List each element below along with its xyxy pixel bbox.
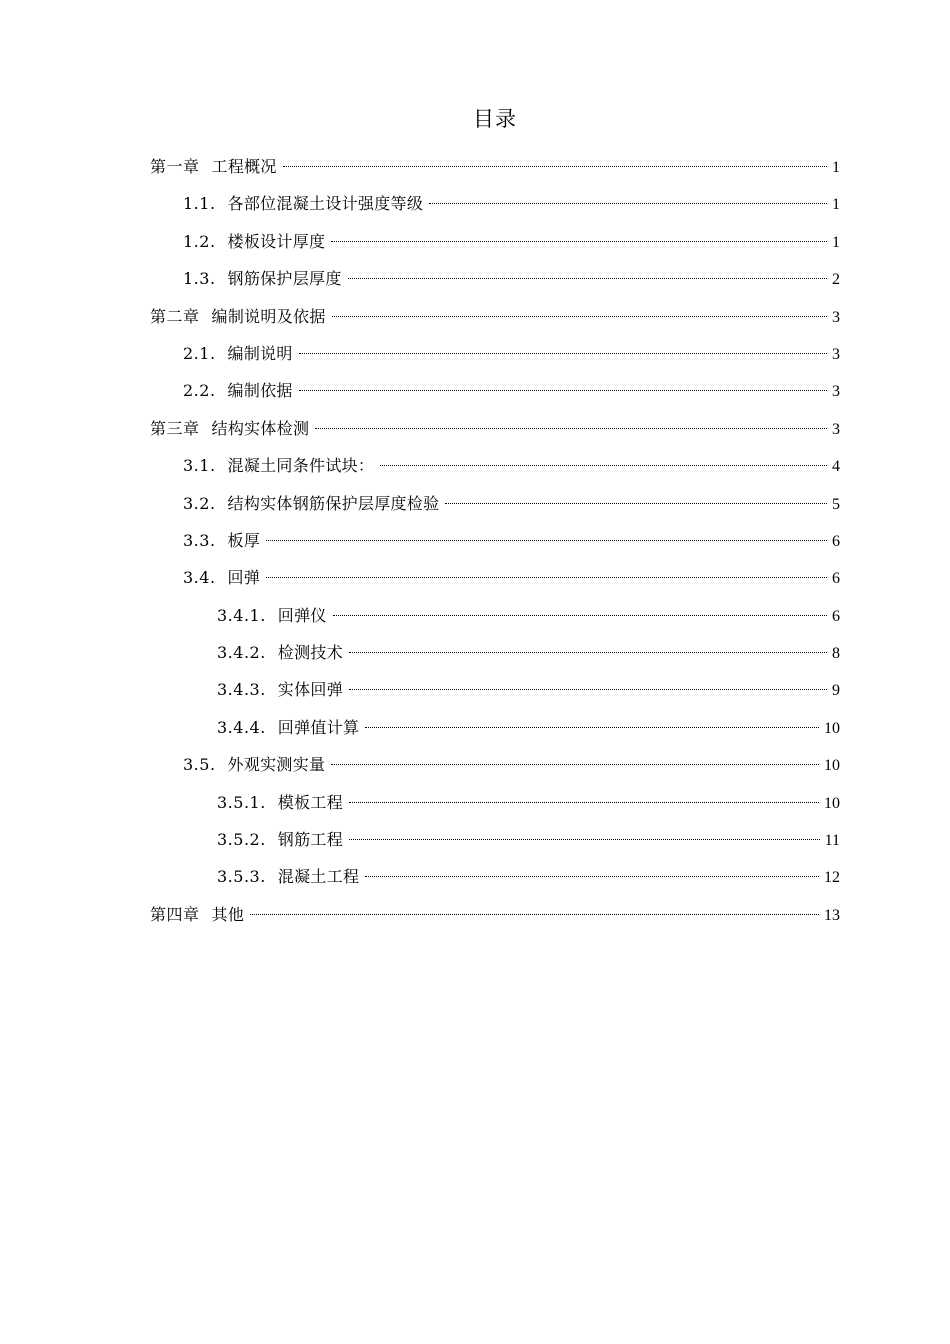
toc-entry[interactable] — [150, 410, 840, 447]
toc-dot-leader — [380, 465, 827, 466]
toc-entry[interactable] — [150, 372, 840, 409]
toc-entry-page-number: 12 — [824, 869, 840, 887]
toc-dot-leader — [331, 764, 819, 765]
toc-entry-text: 钢筋工程 — [277, 830, 343, 850]
toc-entry[interactable] — [150, 335, 840, 372]
toc-entry-page-number: 11 — [824, 832, 840, 850]
toc-entry-label — [183, 485, 439, 522]
toc-entry-number: 3.4. — [183, 568, 216, 588]
toc-entry-page-number: 5 — [832, 495, 840, 513]
toc-entry-page-number: 13 — [824, 906, 840, 924]
toc-entry[interactable] — [150, 896, 840, 933]
toc-entry-label — [150, 410, 309, 447]
toc-entry-text: 编制说明 — [227, 343, 293, 363]
toc-dot-leader — [283, 166, 827, 167]
toc-entry-label — [183, 223, 325, 260]
toc-entry-number: 3.2. — [183, 493, 216, 513]
toc-entry-number: 第二章 — [150, 306, 200, 326]
toc-entry-label — [217, 821, 343, 858]
toc-entry-number: 3.4.4. — [217, 717, 266, 737]
toc-entry-number: 3.5.2. — [217, 830, 266, 850]
toc-entry-label — [217, 634, 343, 671]
toc-entry-page-number: 1 — [832, 196, 840, 214]
toc-entry-number: 第四章 — [150, 904, 200, 924]
toc-entry-page-number: 9 — [832, 682, 840, 700]
toc-entry-number: 2.2. — [183, 381, 216, 401]
toc-entry-number: 3.4.2. — [217, 643, 266, 663]
toc-entry-text: 混凝土工程 — [277, 867, 360, 887]
toc-entry-page-number: 6 — [832, 570, 840, 588]
toc-entry-page-number: 3 — [832, 420, 840, 438]
toc-entry-label — [183, 335, 293, 372]
toc-entry-page-number: 10 — [824, 719, 840, 737]
toc-entry-text: 楼板设计厚度 — [227, 231, 326, 251]
toc-entry-number: 3.5.3. — [217, 867, 266, 887]
toc-entry[interactable] — [150, 559, 840, 596]
toc-entry-text: 编制说明及依据 — [211, 306, 326, 326]
toc-dot-leader — [349, 652, 827, 653]
toc-entry-number: 3.3. — [183, 530, 216, 550]
toc-entry-number: 1.3. — [183, 269, 216, 289]
toc-entry-text: 模板工程 — [277, 792, 343, 812]
toc-entry-text: 检测技术 — [277, 643, 343, 663]
toc-entry-page-number: 8 — [832, 645, 840, 663]
toc-entry-label — [183, 372, 293, 409]
toc-entry[interactable] — [150, 784, 840, 821]
toc-entry-label — [183, 260, 342, 297]
toc-entry-text: 回弹值计算 — [277, 717, 360, 737]
toc-entry-label — [217, 784, 343, 821]
toc-entry-label — [217, 597, 327, 634]
toc-entry-number: 3.1. — [183, 456, 216, 476]
toc-dot-leader — [348, 278, 827, 279]
toc-entry-text: 回弹仪 — [277, 605, 327, 625]
toc-entry-page-number: 3 — [832, 308, 840, 326]
toc-dot-leader — [429, 203, 827, 204]
toc-entry-label — [150, 896, 244, 933]
toc-dot-leader — [365, 876, 819, 877]
toc-entry[interactable] — [150, 858, 840, 895]
toc-dot-leader — [349, 689, 827, 690]
toc-dot-leader — [250, 914, 819, 915]
toc-entry-label — [183, 746, 325, 783]
toc-dot-leader — [349, 802, 819, 803]
toc-dot-leader — [331, 241, 827, 242]
toc-entry-text: 结构实体钢筋保护层厚度检验 — [227, 493, 440, 513]
toc-entry[interactable] — [150, 821, 840, 858]
toc-dot-leader — [349, 839, 820, 840]
toc-entry[interactable] — [150, 260, 840, 297]
toc-entry-number: 第一章 — [150, 157, 200, 176]
toc-entry-label — [150, 298, 326, 335]
toc-entry[interactable] — [150, 671, 840, 708]
toc-entry-text: 编制依据 — [227, 381, 293, 401]
toc-entry[interactable] — [150, 597, 840, 634]
toc-entry-number: 1.1. — [183, 194, 216, 214]
toc-entry-text: 结构实体检测 — [211, 418, 310, 438]
toc-dot-leader — [333, 615, 827, 616]
toc-entry-text: 混凝土同条件试块： — [227, 456, 375, 476]
toc-entry-page-number: 4 — [832, 458, 840, 476]
toc-entry-number: 3.4.3. — [217, 680, 266, 700]
toc-entry-page-number: 3 — [832, 383, 840, 401]
toc-entry-number: 3.5.1. — [217, 792, 266, 812]
toc-entry-text: 其他 — [211, 904, 245, 924]
toc-dot-leader — [332, 316, 827, 317]
toc-entry[interactable] — [150, 148, 840, 185]
toc-entry-number: 1.2. — [183, 231, 216, 251]
toc-entry[interactable] — [150, 447, 840, 484]
toc-entry[interactable] — [150, 298, 840, 335]
toc-title: 目录 — [473, 107, 517, 131]
toc-entry-text: 实体回弹 — [277, 680, 343, 700]
toc-entry[interactable] — [150, 185, 840, 222]
toc-entry-text: 回弹 — [227, 568, 261, 588]
toc-entry-label — [217, 671, 343, 708]
toc-entry-page-number: 1 — [832, 159, 840, 176]
toc-entry-page-number: 2 — [832, 271, 840, 289]
table-of-contents — [150, 148, 840, 933]
toc-entry-number: 2.1. — [183, 343, 216, 363]
toc-dot-leader — [315, 428, 827, 429]
toc-entry-label — [217, 858, 359, 895]
toc-entry-text: 工程概况 — [211, 157, 277, 176]
toc-entry[interactable] — [150, 746, 840, 783]
toc-dot-leader — [266, 540, 827, 541]
toc-dot-leader — [299, 390, 827, 391]
toc-entry[interactable] — [150, 522, 840, 559]
toc-entry[interactable] — [150, 709, 840, 746]
toc-entry-page-number: 6 — [832, 532, 840, 550]
toc-entry-label — [150, 148, 277, 185]
toc-entry-number: 第三章 — [150, 418, 200, 438]
toc-entry[interactable] — [150, 223, 840, 260]
toc-entry-text: 外观实测实量 — [227, 755, 326, 775]
toc-entry-number: 3.4.1. — [217, 605, 266, 625]
toc-entry-text: 钢筋保护层厚度 — [227, 269, 342, 289]
toc-dot-leader — [445, 503, 827, 504]
toc-entry-page-number: 3 — [832, 345, 840, 363]
toc-entry-label — [183, 522, 260, 559]
toc-entry-text: 各部位混凝土设计强度等级 — [227, 194, 424, 214]
toc-entry-label — [183, 559, 260, 596]
toc-entry-text: 板厚 — [227, 530, 261, 550]
toc-entry-page-number: 1 — [832, 233, 840, 251]
toc-entry-page-number: 10 — [824, 794, 840, 812]
toc-dot-leader — [266, 577, 827, 578]
toc-entry-page-number: 10 — [824, 757, 840, 775]
toc-entry-label — [183, 447, 374, 484]
toc-entry[interactable] — [150, 485, 840, 522]
toc-dot-leader — [365, 727, 819, 728]
toc-entry-number: 3.5. — [183, 755, 216, 775]
toc-dot-leader — [299, 353, 827, 354]
toc-entry-label — [183, 185, 423, 222]
toc-entry-page-number: 6 — [832, 607, 840, 625]
toc-entry-label — [217, 709, 359, 746]
toc-entry[interactable] — [150, 634, 840, 671]
